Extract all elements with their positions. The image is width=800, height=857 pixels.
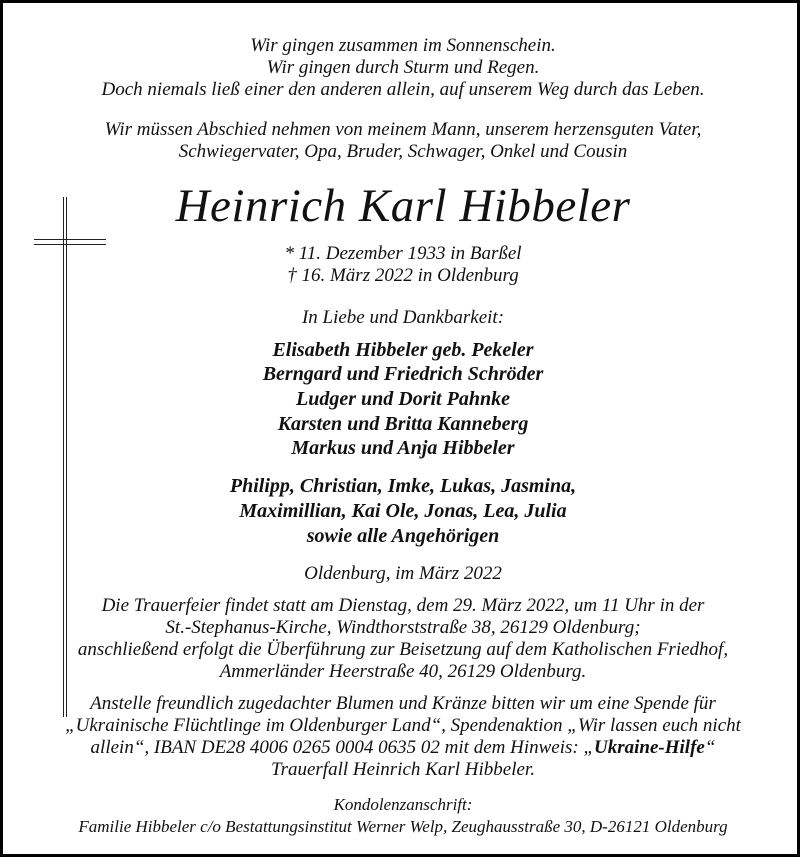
intro-line: Schwiegervater, Opa, Bruder, Schwager, Onkel und Cousin <box>178 141 628 162</box>
place-date: Oldenburg, im März 2022 <box>304 563 502 584</box>
ceremony-line: Die Trauerfeier findet statt am Dienstag, dem 29. März 2022, um 11 Uhr in der <box>101 595 705 616</box>
donation-line: Anstelle freundlich zugedachter Blumen und Kränze bitten wir um eine Spende für <box>90 693 716 714</box>
gratitude-heading: In Liebe und Dankbarkeit: <box>301 307 505 328</box>
poem-line: Wir gingen zusammen im Sonnenschein. <box>250 35 556 56</box>
ceremony-line: anschließend erfolgt die Überführung zur Beisetzung auf dem Katholischen Friedhof, <box>77 639 729 660</box>
donation-line <box>3 737 800 759</box>
condolence-address: Familie Hibbeler c/o Bestattungsinstitut Werner Welp, Zeughausstraße 30, D-26121 Oldenburg <box>78 817 728 836</box>
poem-line: Wir gingen durch Sturm und Regen. <box>266 57 540 78</box>
ceremony-line: St.-Stephanus-Kirche, Windthorststraße 38, 26129 Oldenburg; <box>165 617 641 638</box>
donation-text: allein“, IBAN DE28 4006 0265 0004 0635 02 mit dem Hinweis: „ <box>90 737 595 758</box>
poem-line: Doch niemals ließ einer den anderen allein, auf unserem Weg durch das Leben. <box>101 79 705 100</box>
family-member: Elisabeth Hibbeler geb. Pekeler <box>272 339 534 361</box>
family-member: Karsten und Britta Kanneberg <box>277 413 529 435</box>
ceremony-line: Ammerländer Heerstraße 40, 26129 Oldenburg. <box>219 661 587 682</box>
birth-date: * 11. Dezember 1933 in Barßel <box>284 243 522 264</box>
donation-text: “ <box>704 737 716 758</box>
grandchildren-line: Maximillian, Kai Ole, Jonas, Lea, Julia <box>239 500 567 522</box>
death-date: † 16. März 2022 in Oldenburg <box>287 265 519 286</box>
family-member: Ludger und Dorit Pahnke <box>296 388 510 410</box>
donation-line: „Ukrainische Flüchtlinge im Oldenburger Land“, Spendenaktion „Wir lassen euch nicht <box>65 715 741 736</box>
deceased-name: Heinrich Karl Hibbeler <box>175 180 631 232</box>
grandchildren-line: sowie alle Angehörigen <box>306 525 500 547</box>
donation-keyword: Ukraine-Hilfe <box>594 737 705 758</box>
donation-line: Trauerfall Heinrich Karl Hibbeler. <box>271 759 535 780</box>
family-member: Berngard und Friedrich Schröder <box>262 363 544 385</box>
family-member: Markus und Anja Hibbeler <box>291 437 515 459</box>
grandchildren-line: Philipp, Christian, Imke, Lukas, Jasmina, <box>229 475 577 497</box>
intro-line: Wir müssen Abschied nehmen von meinem Mann, unserem herzensguten Vater, <box>104 119 702 140</box>
condolence-label: Kondolenzanschrift: <box>333 795 473 814</box>
